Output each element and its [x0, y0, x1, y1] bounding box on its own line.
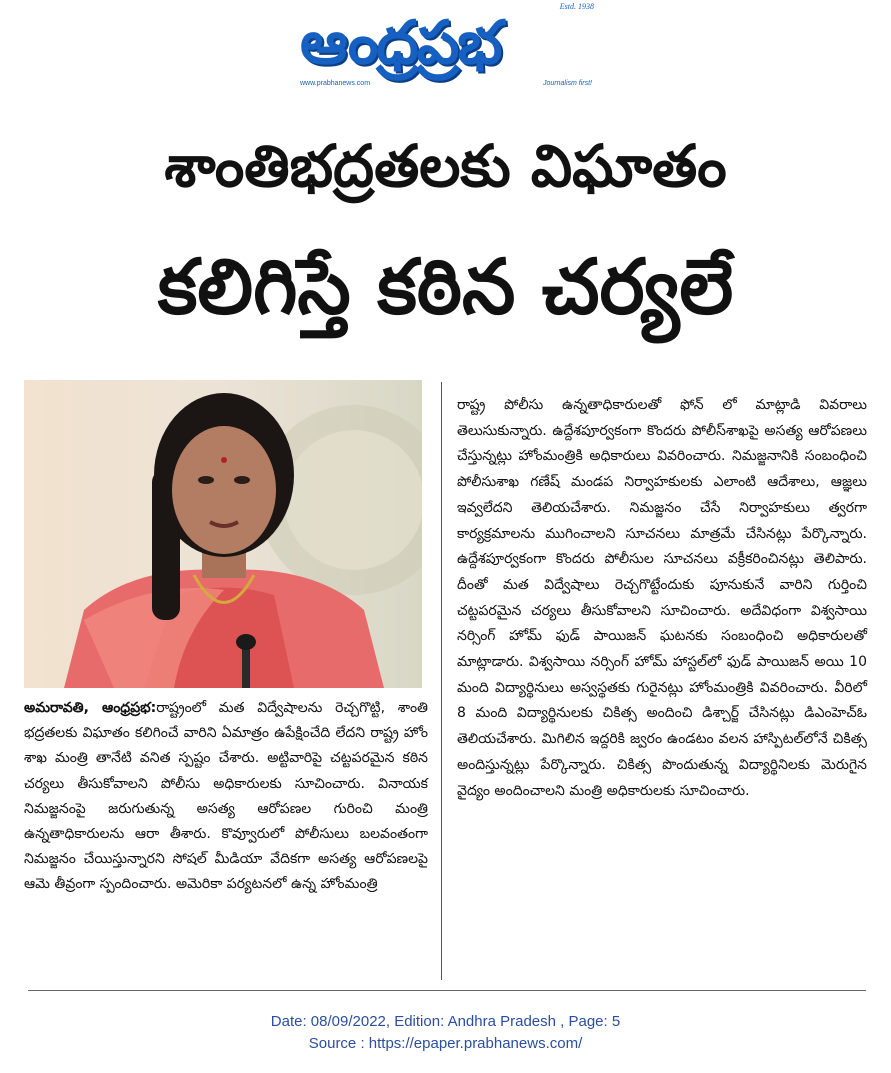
headline-line-2: కలిగిస్తే కఠిన చర్యలే — [157, 242, 734, 331]
article-photo — [24, 380, 422, 688]
dateline: అమరావతి, ఆంధ్రప్రభ: — [24, 700, 157, 716]
article-column-left — [24, 696, 428, 898]
newspaper-logo: ఆంధ్రప్రభ — [300, 8, 501, 78]
website-label: www.prabhanews.com — [300, 80, 371, 87]
page-footer — [0, 1011, 891, 1055]
body-text-right: రాష్ట్ర పోలీసు ఉన్నతాధికారులతో ఫోన్ లో మాట్లాడి వివరాలు తెలుసుకున్నారు. ఉద్దేశపూర్వకంగా కొందరు పోలీస్‌శాఖపై అసత్య ఆరోపణలు చేస్తున్నట్లు హోంమంత్రికి అధికారులు వివరించారు. నిమజ్జనానికి సంబంధించి పోలీసుశాఖ గణేష్ మండప నిర్వాహకులకు ఎలాంటి ఆదేశాలు, ఆజ్ఞలు ఇవ్వలేదని తెలియచేశారు. నిమజ్జనం చేసే నిర్వాహకులు త్వరగా కార్యక్రమాలను ముగించాలని సూచనలు మాత్రమే చేసినట్లు పేర్కొన్నారు. ఉద్దేశపూర్వకంగా కొందరు పోలీసుల సూచనలు వక్రీకరించినట్లు తెలిపారు. దీంతో మత విద్వేషాలు రెచ్చగొట్టేందుకు పూనుకునే వారిని గుర్తించి చట్టపరమైన చర్యలు తీసుకోవాలని సూచించారు. అదేవిధంగా విశ్వసాయి నర్సింగ్ హోమ్ ఫుడ్ పాయిజన్ ఘటనకు సంబంధించి అధికారులతో మాట్లాడారు. విశ్వసాయి నర్సింగ్ హోమ్ హాస్టల్‌లో ఫుడ్ పాయిజన్ అయి 10 మంది విద్యార్థినులు అస్వస్థతకు గురైనట్లు హోంమంత్రికి వివరించారు. వీరిలో 8 మంది విద్యార్థినులకు చికిత్స అందించి డిశ్చార్జ్ చేసినట్లు డిఎంహెచ్ఓ తెలియచేశారు. మిగిలిన ఇద్దరికి జ్వరం ఉండటం వలన హాస్పిటల్‌లోనే చికిత్స అందిస్తున్నట్లు పేర్కొన్నారు. చికిత్స పొందుతున్న విద్యార్థినిలకు మెరుగైన వైద్యం అందించాలని మంత్రి అధికారులకు సూచించారు. — [457, 397, 867, 799]
body-text-left: రాష్ట్రంలో మత విద్వేషాలను రెచ్చగొట్టి, శాంతి భద్రతలకు విఘాతం కలిగించే వారిని ఏమాత్రం ఉపేక్షించేది లేదని రాష్ట్ర హోం శాఖ మంత్రి తానేటి వనిత స్పష్టం చేశారు. అట్టివారిపై చట్టపరమైన కఠిన చర్యలు తీసుకోవాలని పోలీసు అధికారులకు సూచించారు. వినాయక నిమజ్జనంపై జరుగుతున్న అసత్య ఆరోపణల గురించి మంత్రి ఉన్నతాధికారులను ఆరా తీశారు. కొవ్వూరులో పోలీసులు బలవంతంగా నిమజ్జనం చేయిస్తున్నారని సోషల్ మీడియా వేదికగా అసత్య ఆరోపణలపై ఆమె తీవ్రంగా స్పందించారు. అమెరికా పర్యటనలో ఉన్న హోంమంత్రి — [24, 700, 428, 893]
column-divider — [441, 382, 442, 980]
headline-line-1: శాంతిభద్రతలకు విఘాతం — [164, 132, 727, 200]
tagline: Journalism first! — [542, 80, 592, 87]
date-edition-line: Date: 08/09/2022, Edition: Andhra Pradesh , Page: 5 — [270, 1013, 621, 1030]
bottom-divider — [28, 990, 866, 991]
article-column-right — [457, 393, 867, 804]
established-label: Estd. 1938 — [559, 2, 594, 11]
source-line: Source : https://epaper.prabhanews.com/ — [308, 1035, 583, 1052]
masthead — [296, 2, 596, 90]
article-paragraph-left — [24, 696, 428, 898]
